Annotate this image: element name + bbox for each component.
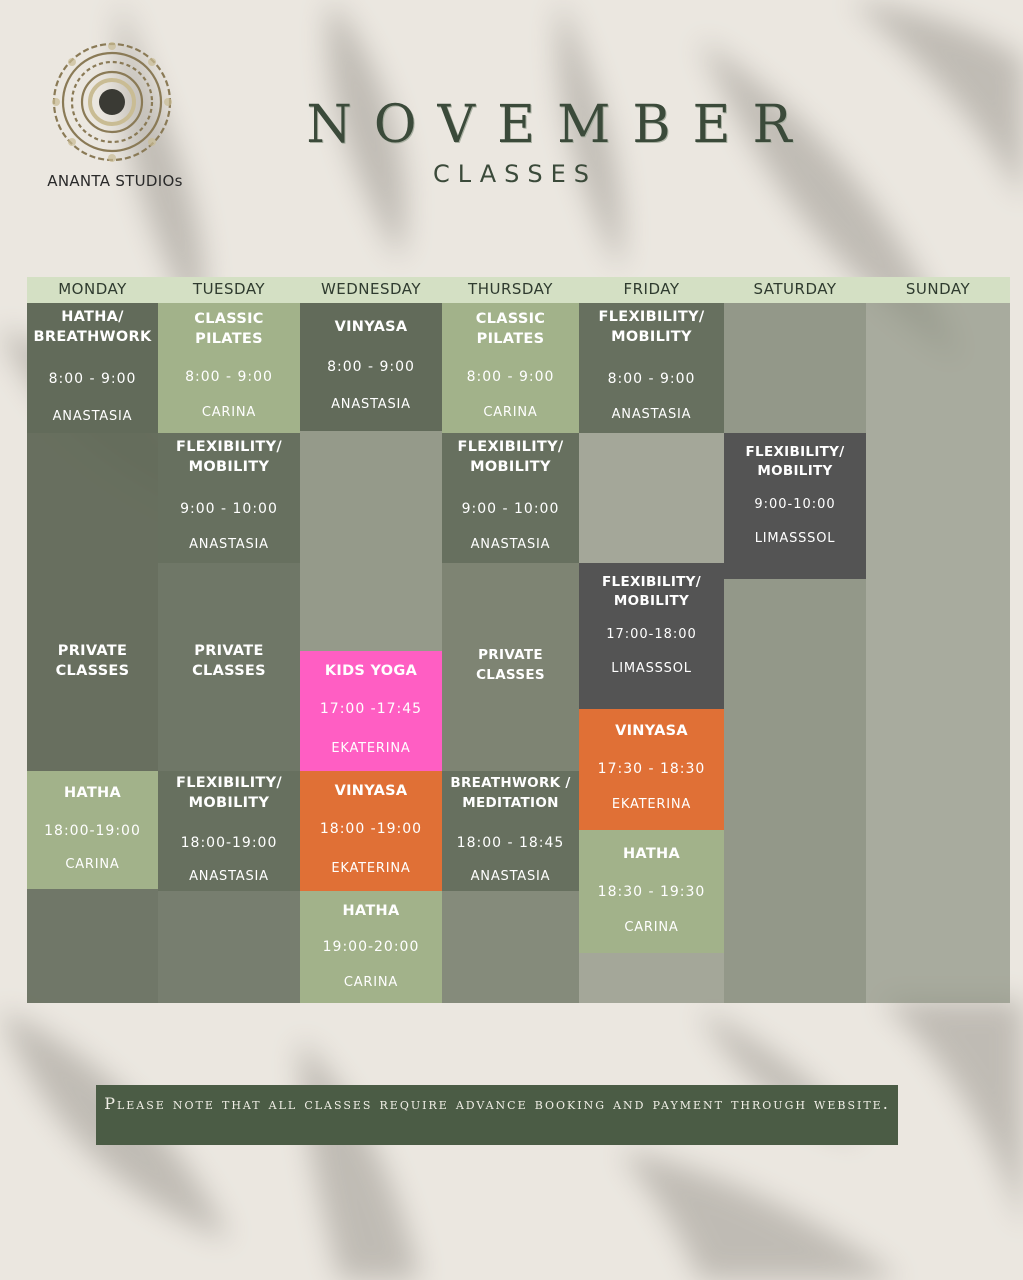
class-time: 18:00 -19:00 xyxy=(319,821,423,837)
class-block-monday-hatha-breathwork xyxy=(27,303,158,433)
class-instructor: ANASTASIA xyxy=(611,407,692,422)
class-name: VINYASA xyxy=(334,783,408,799)
class-name: VINYASA xyxy=(334,319,408,335)
class-time: 8:00 - 9:00 xyxy=(607,371,696,387)
class-name: FLEXIBILITY/ MOBILITY xyxy=(745,444,845,479)
class-block-friday-vinyasa xyxy=(579,709,724,830)
day-header-monday: MONDAY xyxy=(58,280,127,298)
day-header-wednesday: WEDNESDAY xyxy=(320,280,422,298)
class-block-tuesday-classic-pilates xyxy=(158,303,300,433)
class-time: 18:30 - 19:30 xyxy=(597,884,706,900)
class-block-thursday-breathwork-meditation xyxy=(442,771,579,891)
class-name: HATHA xyxy=(64,785,121,801)
column-sunday xyxy=(866,303,1010,1003)
class-time: 18:00-19:00 xyxy=(44,823,141,839)
class-block-wednesday-kids-yoga xyxy=(300,651,442,771)
class-instructor: ANASTASIA xyxy=(52,409,133,424)
day-header-sunday: SUNDAY xyxy=(905,280,971,298)
class-name: FLEXIBILITY/ MOBILITY xyxy=(598,309,705,345)
day-header-tuesday: TUESDAY xyxy=(192,280,266,298)
class-instructor: CARINA xyxy=(343,975,399,990)
class-time: 9:00 - 10:00 xyxy=(180,501,278,517)
class-instructor: CARINA xyxy=(65,857,120,872)
class-name: BREATHWORK / MEDITATION xyxy=(450,775,571,811)
class-instructor: LIMASSSOL xyxy=(611,661,692,676)
class-block-thursday-classic-pilates xyxy=(442,303,579,433)
class-time: 8:00 - 9:00 xyxy=(327,359,415,375)
class-block-wednesday-vinyasa xyxy=(300,303,442,431)
class-name: VINYASA xyxy=(615,723,688,739)
class-block-wednesday-hatha xyxy=(300,891,442,1003)
class-time: 18:00 - 18:45 xyxy=(456,835,565,851)
class-instructor: EKATERINA xyxy=(331,741,411,756)
class-instructor: EKATERINA xyxy=(611,797,692,812)
class-instructor: CARINA xyxy=(201,405,257,420)
class-name: PRIVATE CLASSES xyxy=(55,643,130,679)
booking-notice: Please note that all classes require advance booking and payment through website. xyxy=(96,1085,898,1145)
column-saturday xyxy=(724,303,866,1003)
class-block-friday-flexibility-limassol xyxy=(579,563,724,709)
brand-name: ANANTA STUDIOs xyxy=(47,172,183,190)
class-block-friday-flexibility xyxy=(579,303,724,433)
class-name: HATHA/ BREATHWORK xyxy=(33,309,152,345)
day-header-saturday: SATURDAY xyxy=(753,280,837,298)
class-block-saturday-flexibility xyxy=(724,433,866,579)
class-instructor: EKATERINA xyxy=(331,861,411,876)
class-name: FLEXIBILITY/ MOBILITY xyxy=(457,439,564,475)
ananta-logo-icon xyxy=(50,40,174,164)
class-block-friday-hatha xyxy=(579,830,724,953)
class-block-thursday-flexibility xyxy=(442,433,579,563)
class-block-monday-hatha xyxy=(27,771,158,889)
class-time: 17:30 - 18:30 xyxy=(597,761,706,777)
class-name: CLASSIC PILATES xyxy=(194,311,264,347)
page-subtitle: CLASSES xyxy=(433,160,597,188)
class-instructor: CARINA xyxy=(624,920,679,935)
day-header-friday: FRIDAY xyxy=(623,280,680,298)
class-instructor: ANASTASIA xyxy=(470,537,551,552)
class-block-wednesday-vinyasa-evening xyxy=(300,771,442,891)
class-name: FLEXIBILITY/ MOBILITY xyxy=(176,439,282,475)
day-header-thursday: THURSDAY xyxy=(468,280,553,298)
class-time: 8:00 - 9:00 xyxy=(466,369,555,385)
class-name: CLASSIC PILATES xyxy=(475,311,546,347)
class-name: PRIVATE CLASSES xyxy=(476,647,545,683)
class-instructor: ANASTASIA xyxy=(470,869,551,884)
class-time: 17:00 -17:45 xyxy=(319,701,423,717)
class-instructor: LIMASSSOL xyxy=(754,531,836,546)
class-block-tuesday-flexibility-evening xyxy=(158,771,300,891)
class-block-tuesday-private xyxy=(158,563,300,771)
class-time: 9:00-10:00 xyxy=(754,497,836,512)
class-name: PRIVATE CLASSES xyxy=(192,643,266,679)
class-block-tuesday-flexibility xyxy=(158,433,300,563)
class-time: 17:00-18:00 xyxy=(606,627,697,642)
class-block-monday-private xyxy=(27,433,158,771)
class-instructor: ANASTASIA xyxy=(189,537,269,552)
class-time: 18:00-19:00 xyxy=(180,835,278,851)
class-name: FLEXIBILITY/ MOBILITY xyxy=(602,574,701,609)
class-name: KIDS YOGA xyxy=(324,663,418,679)
class-time: 9:00 - 10:00 xyxy=(461,501,560,517)
class-time: 8:00 - 9:00 xyxy=(48,371,137,387)
class-block-thursday-private xyxy=(442,563,579,771)
class-instructor: ANASTASIA xyxy=(331,397,411,412)
class-name: HATHA xyxy=(623,846,680,862)
class-name: FLEXIBILITY/ MOBILITY xyxy=(176,775,282,811)
page-title: NOVEMBER xyxy=(306,95,814,155)
class-instructor: ANASTASIA xyxy=(189,869,269,884)
class-time: 19:00-20:00 xyxy=(322,939,420,955)
class-name: HATHA xyxy=(342,903,400,919)
class-instructor: CARINA xyxy=(483,405,538,420)
class-time: 8:00 - 9:00 xyxy=(185,369,273,385)
